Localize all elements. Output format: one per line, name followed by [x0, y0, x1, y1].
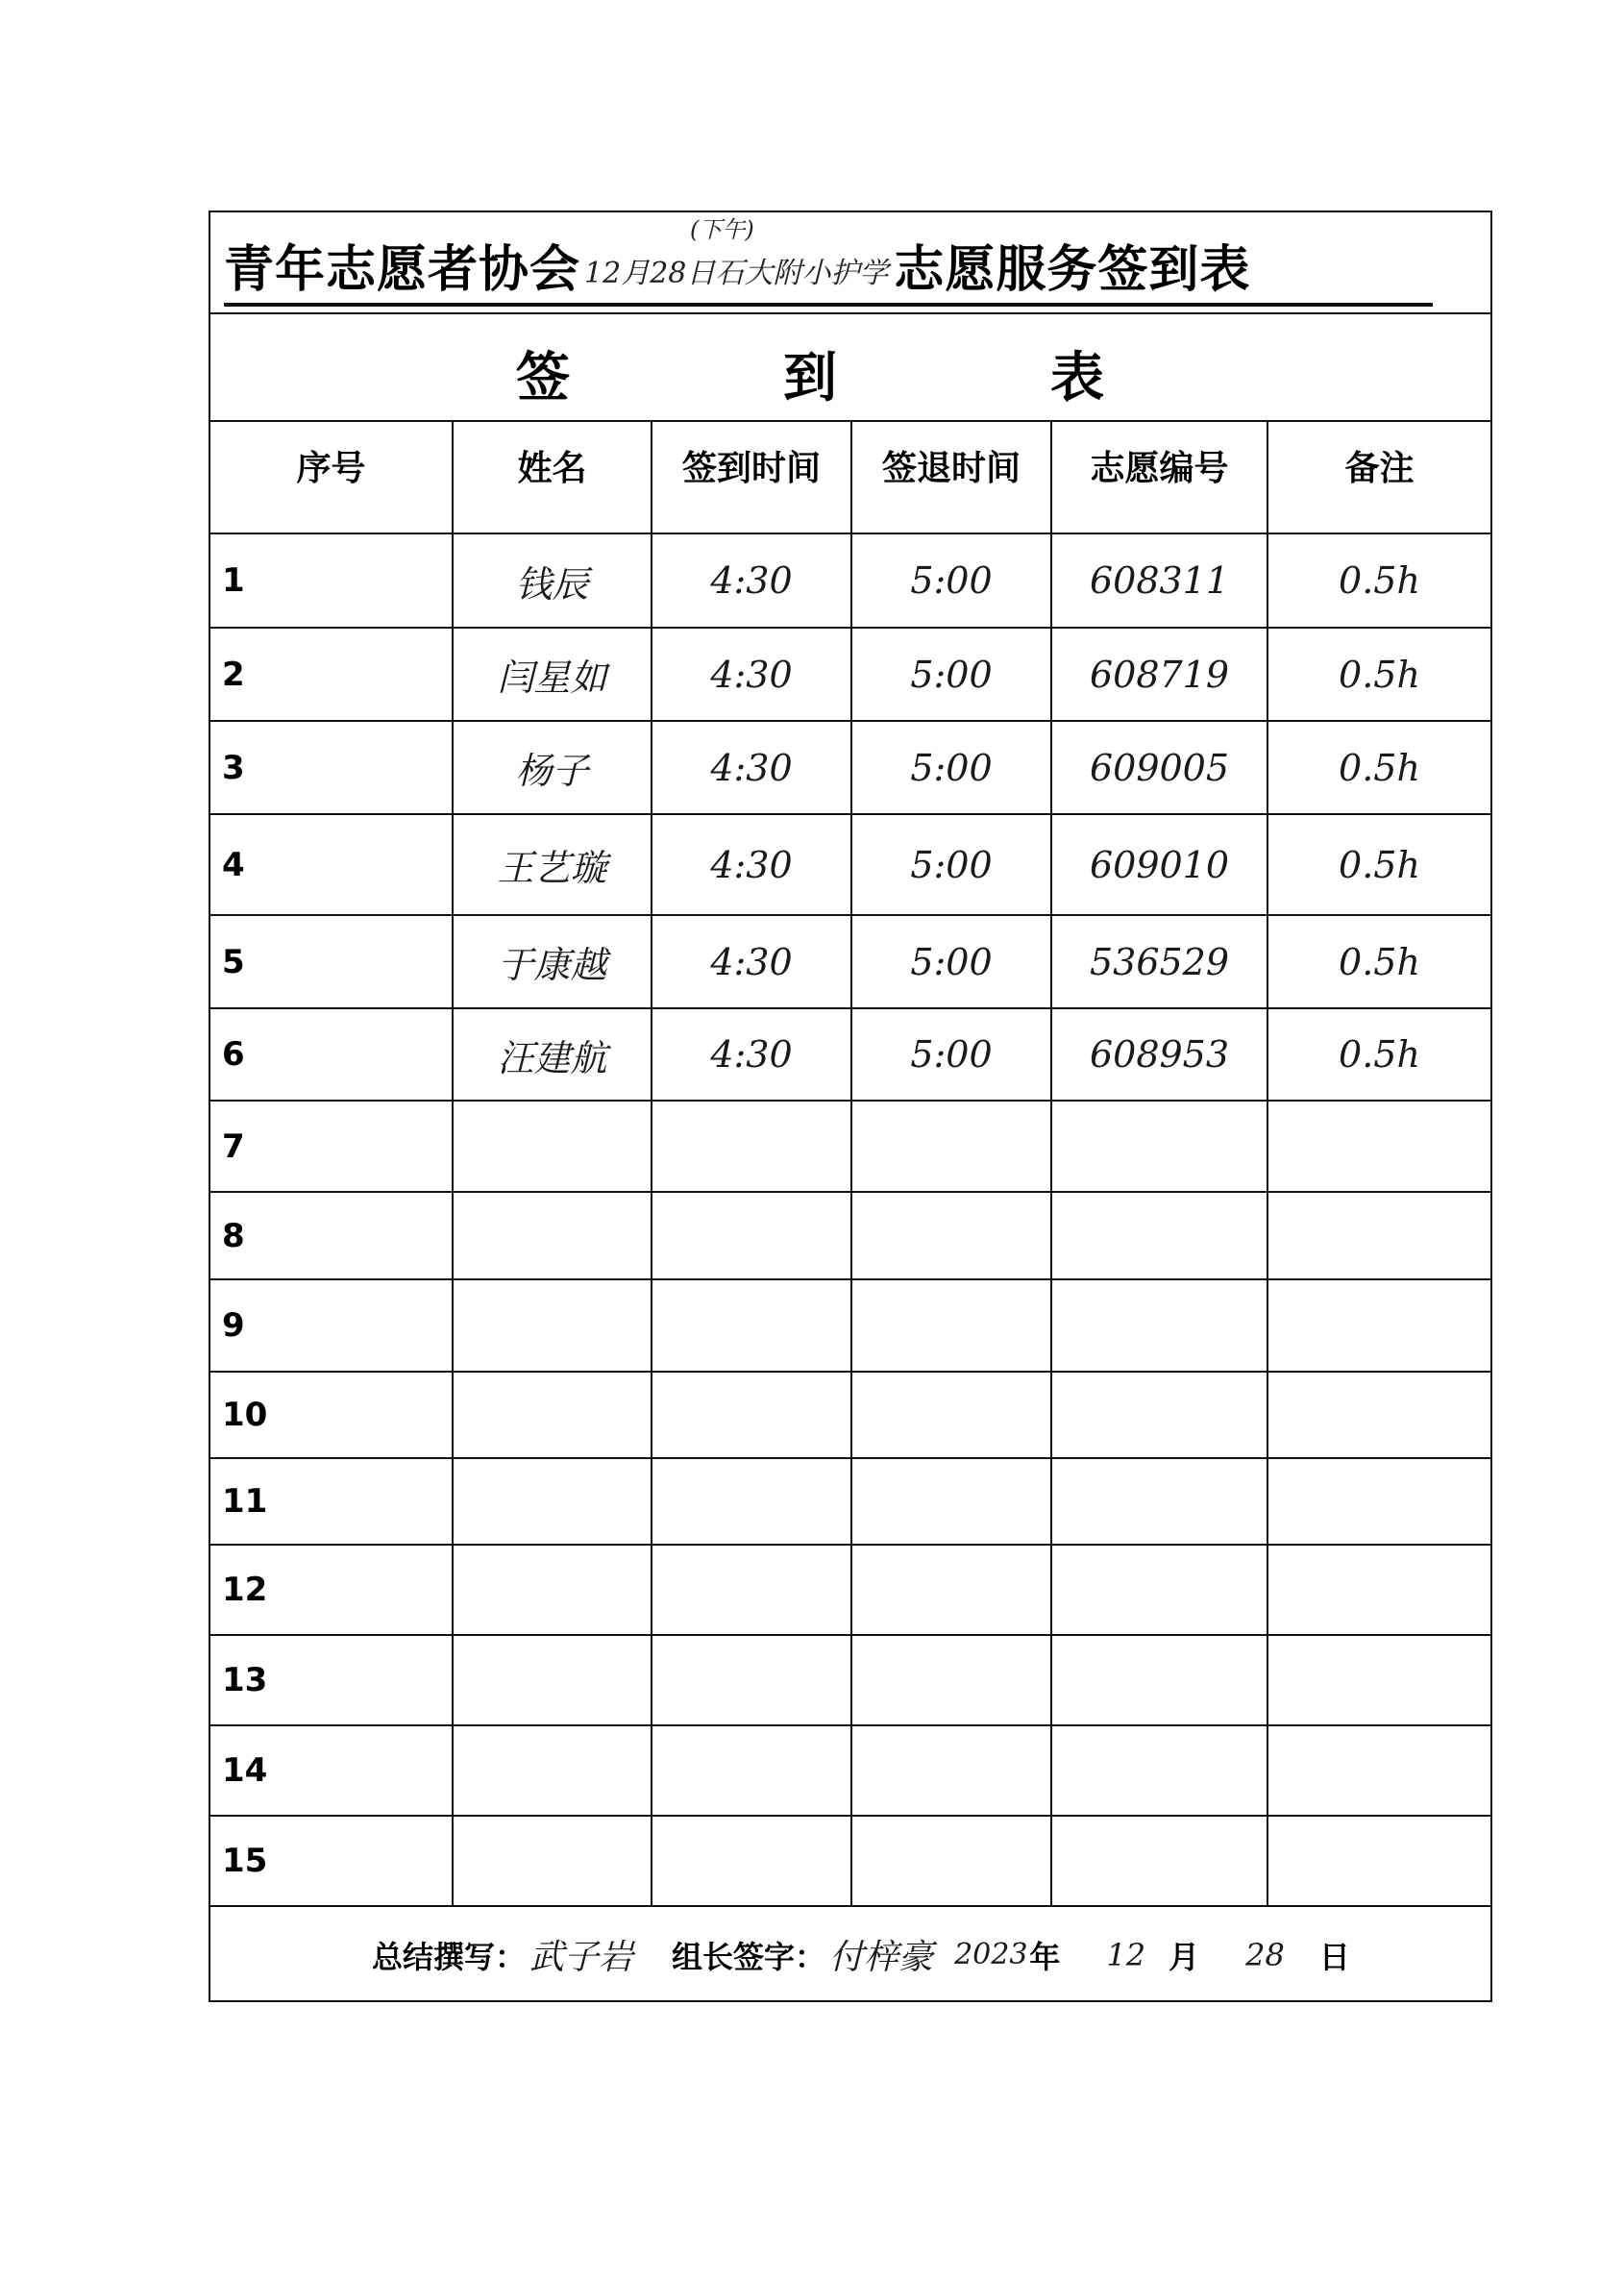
note-hours [1267, 1101, 1490, 1192]
sign-out-time [851, 1725, 1051, 1816]
table-row [210, 1816, 1490, 1906]
volunteer-id [1051, 1816, 1267, 1906]
row-number: 14 [210, 1725, 453, 1816]
row-number: 2 [210, 628, 453, 721]
sign-out-time: 5:00 [851, 814, 1051, 915]
volunteer-name [453, 1372, 652, 1458]
note-hours: 0.5h [1267, 814, 1490, 915]
sign-in-sheet [209, 211, 1492, 2002]
summary-name: 武子岩 [529, 1938, 634, 1977]
volunteer-id [1051, 1545, 1267, 1635]
note-hours [1267, 1279, 1490, 1372]
header-sign-out-time: 签退时间 [851, 422, 1051, 533]
volunteer-id: 609010 [1051, 814, 1267, 915]
sign-in-time [652, 1101, 851, 1192]
sign-in-table [210, 422, 1490, 1907]
sign-in-time [652, 1458, 851, 1545]
leader-label: 组长签字： [672, 1938, 826, 1975]
sign-in-time [652, 1725, 851, 1816]
volunteer-id [1051, 1101, 1267, 1192]
form-title [224, 216, 1433, 307]
volunteer-id [1051, 1372, 1267, 1458]
sub-title [210, 314, 1490, 422]
row-number: 1 [210, 533, 453, 628]
table-row [210, 721, 1490, 814]
row-number: 11 [210, 1458, 453, 1545]
note-hours [1267, 1725, 1490, 1816]
volunteer-name: 汪建航 [453, 1008, 652, 1101]
table-row [210, 1545, 1490, 1635]
note-hours [1267, 1545, 1490, 1635]
table-row [210, 915, 1490, 1008]
note-hours [1267, 1192, 1490, 1279]
volunteer-name: 闫星如 [453, 628, 652, 721]
row-number: 5 [210, 915, 453, 1008]
volunteer-name: 钱辰 [453, 533, 652, 628]
row-number: 8 [210, 1192, 453, 1279]
sign-out-time [851, 1372, 1051, 1458]
title-handwritten-date-place: (下午) 12月28日石大附小护学 [584, 249, 888, 291]
sub-title-char: 签 [516, 347, 570, 409]
header-name: 姓名 [453, 422, 652, 533]
sign-out-time: 5:00 [851, 915, 1051, 1008]
volunteer-name [453, 1101, 652, 1192]
table-row [210, 1635, 1490, 1725]
table-row [210, 628, 1490, 721]
volunteer-name: 杨子 [453, 721, 652, 814]
sign-in-time: 4:30 [652, 628, 851, 721]
volunteer-id [1051, 1458, 1267, 1545]
sign-out-time: 5:00 [851, 533, 1051, 628]
note-hours [1267, 1816, 1490, 1906]
sign-out-time [851, 1545, 1051, 1635]
sign-in-time [652, 1816, 851, 1906]
volunteer-id: 608719 [1051, 628, 1267, 721]
table-row [210, 533, 1490, 628]
volunteer-id: 536529 [1051, 915, 1267, 1008]
row-number: 9 [210, 1279, 453, 1372]
sign-out-time [851, 1816, 1051, 1906]
sign-in-time [652, 1192, 851, 1279]
row-number: 6 [210, 1008, 453, 1101]
volunteer-name [453, 1192, 652, 1279]
table-row [210, 1372, 1490, 1458]
table-row [210, 1101, 1490, 1192]
sign-in-time [652, 1372, 851, 1458]
volunteer-name [453, 1816, 652, 1906]
volunteer-id [1051, 1279, 1267, 1372]
title-handwritten-note: (下午) [690, 216, 754, 243]
header-note: 备注 [1267, 422, 1490, 533]
volunteer-id [1051, 1635, 1267, 1725]
sign-in-time [652, 1545, 851, 1635]
sign-out-time: 5:00 [851, 721, 1051, 814]
volunteer-id [1051, 1725, 1267, 1816]
sign-out-time [851, 1458, 1051, 1545]
note-hours: 0.5h [1267, 1008, 1490, 1101]
row-number: 10 [210, 1372, 453, 1458]
note-hours [1267, 1458, 1490, 1545]
header-volunteer-id: 志愿编号 [1051, 422, 1267, 533]
row-number: 12 [210, 1545, 453, 1635]
header-sign-in-time: 签到时间 [652, 422, 851, 533]
table-header-row [210, 422, 1490, 533]
volunteer-name [453, 1725, 652, 1816]
sign-in-time: 4:30 [652, 814, 851, 915]
note-hours: 0.5h [1267, 533, 1490, 628]
sign-out-time [851, 1635, 1051, 1725]
row-number: 15 [210, 1816, 453, 1906]
row-number: 7 [210, 1101, 453, 1192]
sign-in-time [652, 1635, 851, 1725]
volunteer-id: 609005 [1051, 721, 1267, 814]
title-suffix: 志愿服务签到表 [894, 240, 1251, 299]
volunteer-name [453, 1279, 652, 1372]
day-label: 日 [1318, 1938, 1350, 1975]
volunteer-name: 王艺璇 [453, 814, 652, 915]
year-label: 年 [1029, 1938, 1061, 1975]
note-hours: 0.5h [1267, 915, 1490, 1008]
sign-in-time: 4:30 [652, 721, 851, 814]
note-hours [1267, 1372, 1490, 1458]
year-value: 2023 [954, 1938, 1028, 1971]
volunteer-id: 608311 [1051, 533, 1267, 628]
table-row [210, 1008, 1490, 1101]
month-label: 月 [1169, 1938, 1200, 1975]
table-row [210, 1192, 1490, 1279]
table-row [210, 1279, 1490, 1372]
note-hours: 0.5h [1267, 628, 1490, 721]
volunteer-id [1051, 1192, 1267, 1279]
sub-title-char: 表 [1050, 347, 1104, 409]
note-hours: 0.5h [1267, 721, 1490, 814]
sign-out-time [851, 1279, 1051, 1372]
sign-out-time [851, 1192, 1051, 1279]
sign-in-time: 4:30 [652, 915, 851, 1008]
sign-in-time [652, 1279, 851, 1372]
table-row [210, 1458, 1490, 1545]
header-seq: 序号 [210, 422, 453, 533]
leader-name: 付梓豪 [829, 1938, 934, 1977]
note-hours [1267, 1635, 1490, 1725]
title-row [210, 212, 1490, 314]
sign-out-time [851, 1101, 1051, 1192]
row-number: 3 [210, 721, 453, 814]
sub-title-char: 到 [783, 347, 837, 409]
day-value: 28 [1245, 1936, 1285, 1973]
table-row [210, 814, 1490, 915]
row-number: 13 [210, 1635, 453, 1725]
volunteer-name [453, 1635, 652, 1725]
sign-in-time: 4:30 [652, 533, 851, 628]
row-number: 4 [210, 814, 453, 915]
sign-out-time: 5:00 [851, 1008, 1051, 1101]
sign-in-time: 4:30 [652, 1008, 851, 1101]
footer [210, 1909, 1490, 2000]
summary-label: 总结撰写： [372, 1938, 527, 1975]
sign-out-time: 5:00 [851, 628, 1051, 721]
volunteer-name: 于康越 [453, 915, 652, 1008]
volunteer-id: 608953 [1051, 1008, 1267, 1101]
title-org: 青年志愿者协会 [224, 240, 581, 299]
volunteer-name [453, 1458, 652, 1545]
volunteer-name [453, 1545, 652, 1635]
month-value: 12 [1106, 1936, 1146, 1973]
table-row [210, 1725, 1490, 1816]
